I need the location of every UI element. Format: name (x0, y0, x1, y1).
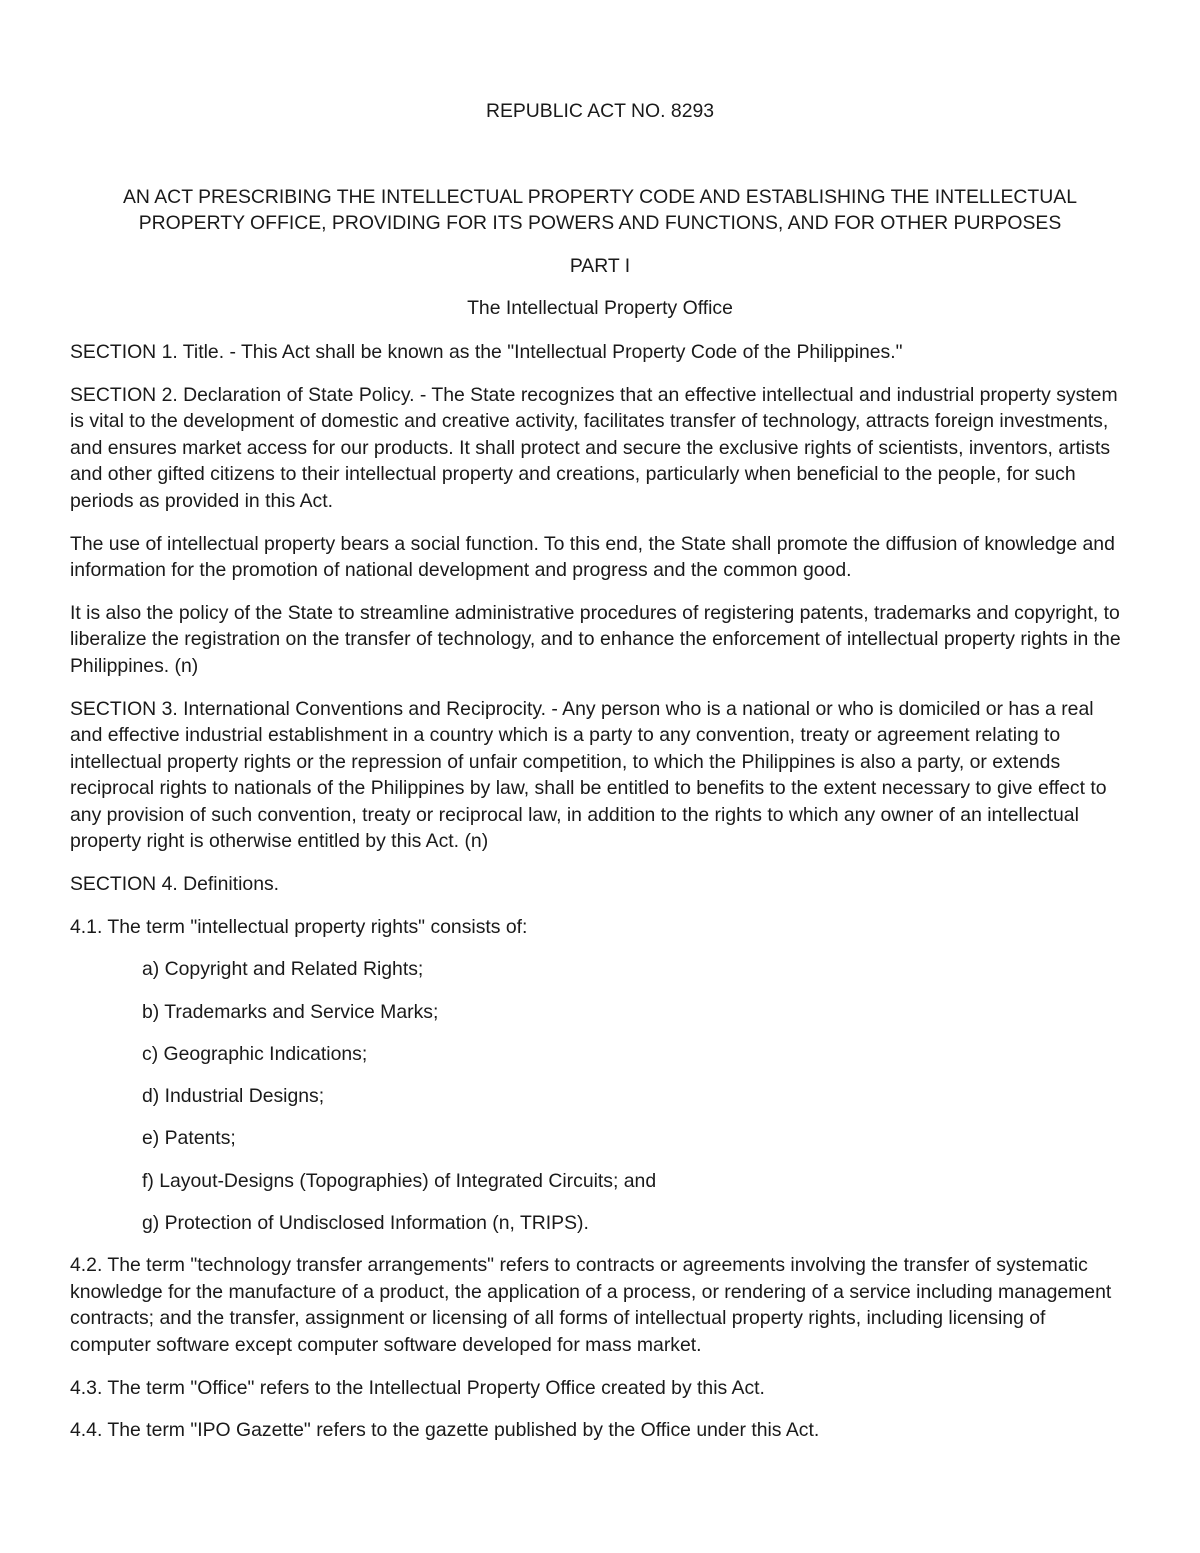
list-item: d) Industrial Designs; (142, 1085, 325, 1108)
act-number: REPUBLIC ACT NO. 8293 (485, 100, 715, 122)
section-2: SECTION 2. Declaration of State Policy. - The State recognizes that an effective intellectual and industrial property system is vital to the development of domestic and creative activity, facilitates transfer of technology, attracts foreign investments, and ensures market access for our products. It shall protect and secure the exclusive rights of scientists, inventors, artists and other gifted citizens to their intellectual property and creations, particularly when beneficial to the people, for such periods as provided in this Act. (70, 383, 1118, 512)
definition-4-2: 4.2. The term "technology transfer arrangements" refers to contracts or agreements involving the transfer of systematic knowledge for the manufacture of a product, the application of a process, or rendering of a service including management contracts; and the transfer, assignment or licensing of all forms of intellectual property rights, including licensing of computer software except computer software developed for mass market. (70, 1254, 1112, 1356)
part-label: PART I (569, 254, 631, 277)
list-item: g) Protection of Undisclosed Information (n, TRIPS). (142, 1211, 589, 1234)
list-item: a) Copyright and Related Rights; (142, 958, 424, 981)
document-page (70, 98, 1130, 1460)
list-item: e) Patents; (142, 1127, 236, 1150)
section-3: SECTION 3. International Conventions and Reciprocity. - Any person who is a national or who is domiciled or has a real and effective industrial establishment in a country which is a party to any convention, treaty or agreement relating to intellectual property rights or the repression of unfair competition, to which the Philippines is also a party, or extends reciprocal rights to nationals of the Philippines by law, shall be entitled to benefits to the extent necessary to give effect to any provision of such convention, treaty or reciprocal law, in addition to the rights to which any owner of an intellectual property right is otherwise entitled by this Act. (n) (70, 697, 1107, 853)
definition-4-4: 4.4. The term "IPO Gazette" refers to the gazette published by the Office under this Act. (70, 1419, 820, 1442)
list-item: b) Trademarks and Service Marks; (142, 1000, 439, 1023)
section-1: SECTION 1. Title. - This Act shall be known as the "Intellectual Property Code of the Philippines." (70, 340, 903, 363)
definition-4-1: 4.1. The term "intellectual property rights" consists of: (70, 915, 528, 938)
list-item: f) Layout-Designs (Topographies) of Integrated Circuits; and (142, 1169, 657, 1192)
part-name: The Intellectual Property Office (467, 297, 733, 320)
act-title: AN ACT PRESCRIBING THE INTELLECTUAL PROPERTY CODE AND ESTABLISHING THE INTELLECTUAL PROPERTY OFFICE, PROVIDING FOR ITS POWERS AND FUNCTIONS, AND FOR OTHER PURPOSES (123, 185, 1077, 235)
section-2-paragraph-3: It is also the policy of the State to streamline administrative procedures of registering patents, trademarks and copyright, to liberalize the registration on the transfer of technology, and to enhance the enforcement of intellectual property rights in the Philippines. (n) (70, 601, 1121, 677)
section-2-paragraph-2: The use of intellectual property bears a social function. To this end, the State shall promote the diffusion of knowledge and information for the promotion of national development and progress and the common good. (70, 532, 1115, 582)
list-item: c) Geographic Indications; (142, 1042, 368, 1065)
section-4-heading: SECTION 4. Definitions. (70, 873, 280, 896)
definition-4-3: 4.3. The term "Office" refers to the Intellectual Property Office created by this Act. (70, 1376, 765, 1399)
ip-rights-list (70, 956, 1130, 1236)
